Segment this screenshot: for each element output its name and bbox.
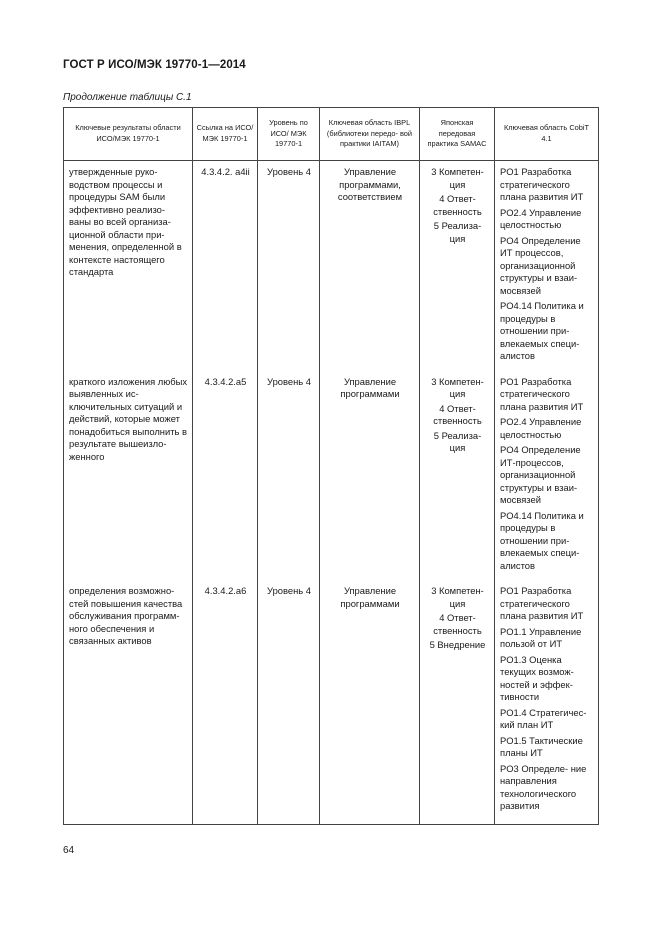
cobit-item: PO1.3 Оценка текущих возмож- ностей и эффек- тивности: [500, 653, 574, 702]
cell-reference: 4.3.4.2.а5: [193, 371, 258, 581]
samac-item: 3 Компетен- ция: [431, 166, 484, 190]
cell-cobit: [495, 580, 599, 824]
header-reference: Ссылка на ИСО/ МЭК 19770-1: [193, 108, 258, 161]
cobit-item: PO4 Определение ИТ процессов, организационной структуры и взаи- мосвязей: [500, 234, 581, 296]
cell-cobit: [495, 161, 599, 371]
table-caption: Продолжение таблицы С.1: [63, 92, 192, 103]
header-ibpl: Ключевая область IBPL (библиотеки передо- вой практики IAITAM): [320, 108, 420, 161]
cell-samac: [420, 161, 495, 371]
page-number: 64: [63, 845, 75, 856]
cobit-item: PO4 Определение ИТ-процессов, организационной структуры и взаи- мосвязей: [500, 444, 581, 505]
cobit-item: PO1.5 Тактические планы ИТ: [500, 734, 583, 758]
cobit-item: PO1 Разработка стратегического плана развития ИТ: [500, 585, 584, 621]
cell-ibpl-area: Управление программами: [320, 580, 420, 824]
samac-item: 4 Ответ- ственность: [433, 193, 482, 217]
cobit-item: PO4.14 Политика и процедуры в отношении при- влекаемых специ- алистов: [500, 300, 584, 361]
header-samac: Японская передовая практика SAMAC: [420, 108, 495, 161]
correspondence-table: [63, 107, 599, 825]
cobit-item: PO2.4 Управление целостностью: [500, 416, 582, 440]
header-key-results: Ключевые результаты области ИСО/МЭК 19770-1: [64, 108, 193, 161]
cobit-item: PO2.4 Управление целостностью: [500, 206, 582, 230]
samac-item: 4 Ответ- ственность: [433, 402, 482, 426]
cell-key-result: определения возможно- стей повышения качества обслуживания программ- ного обеспечения и связанных активов: [64, 580, 193, 824]
cell-level: Уровень 4: [258, 371, 320, 581]
cell-samac: [420, 580, 495, 824]
cobit-item: PO3 Определе- ние направления технологического развития: [500, 762, 587, 811]
samac-item: 5 Реализа- ция: [433, 429, 482, 453]
cell-key-result: утвержденные руко- водством процессы и процедуры SAM были эффективно реализо- ваны во всей организа- ционной области при- менения, определенной в контексте настоящего стандарта: [64, 161, 193, 371]
cell-samac: [420, 371, 495, 581]
cobit-item: PO1 Разработка стратегического плана развития ИТ: [500, 166, 584, 202]
samac-item: 5 Внедрение: [429, 639, 486, 650]
samac-item: 5 Реализа- ция: [433, 220, 482, 244]
cell-reference: 4.3.4.2.а6: [193, 580, 258, 824]
header-level: Уровень по ИСО/ МЭК 19770-1: [258, 108, 320, 161]
cell-reference: 4.3.4.2. а4ii: [193, 161, 258, 371]
samac-item: 4 Ответ- ственность: [433, 612, 482, 636]
cobit-item: PO1 Разработка стратегического плана развития ИТ: [500, 375, 584, 412]
cobit-item: PO1.1 Управление пользой от ИТ: [500, 625, 582, 649]
cobit-item: PO4.14 Политика и процедуры в отношении при- влекаемых специ- алистов: [500, 509, 584, 571]
cell-ibpl-area: Управление программами, соответствием: [320, 161, 420, 371]
table-row: [64, 161, 599, 371]
cell-ibpl-area: Управление программами: [320, 371, 420, 581]
table-row: [64, 371, 599, 581]
cobit-item: PO1.4 Стратегичес- кий план ИТ: [500, 706, 587, 730]
header-cobit: Ключевая область CobiT 4.1: [495, 108, 599, 161]
table-row: [64, 580, 599, 824]
samac-item: 3 Компетен- ция: [431, 585, 484, 609]
cell-level: Уровень 4: [258, 161, 320, 371]
document-title: ГОСТ Р ИСО/МЭК 19770-1—2014: [63, 59, 246, 71]
samac-item: 3 Компетен- ция: [431, 375, 484, 399]
cell-cobit: [495, 371, 599, 581]
cell-level: Уровень 4: [258, 580, 320, 824]
cell-key-result: краткого изложения любых выявленных ис- ключительных ситуаций и действий, которые может понадобиться выполнить в результате вышеизло- женного: [64, 371, 193, 581]
table-header-row: [64, 108, 599, 161]
